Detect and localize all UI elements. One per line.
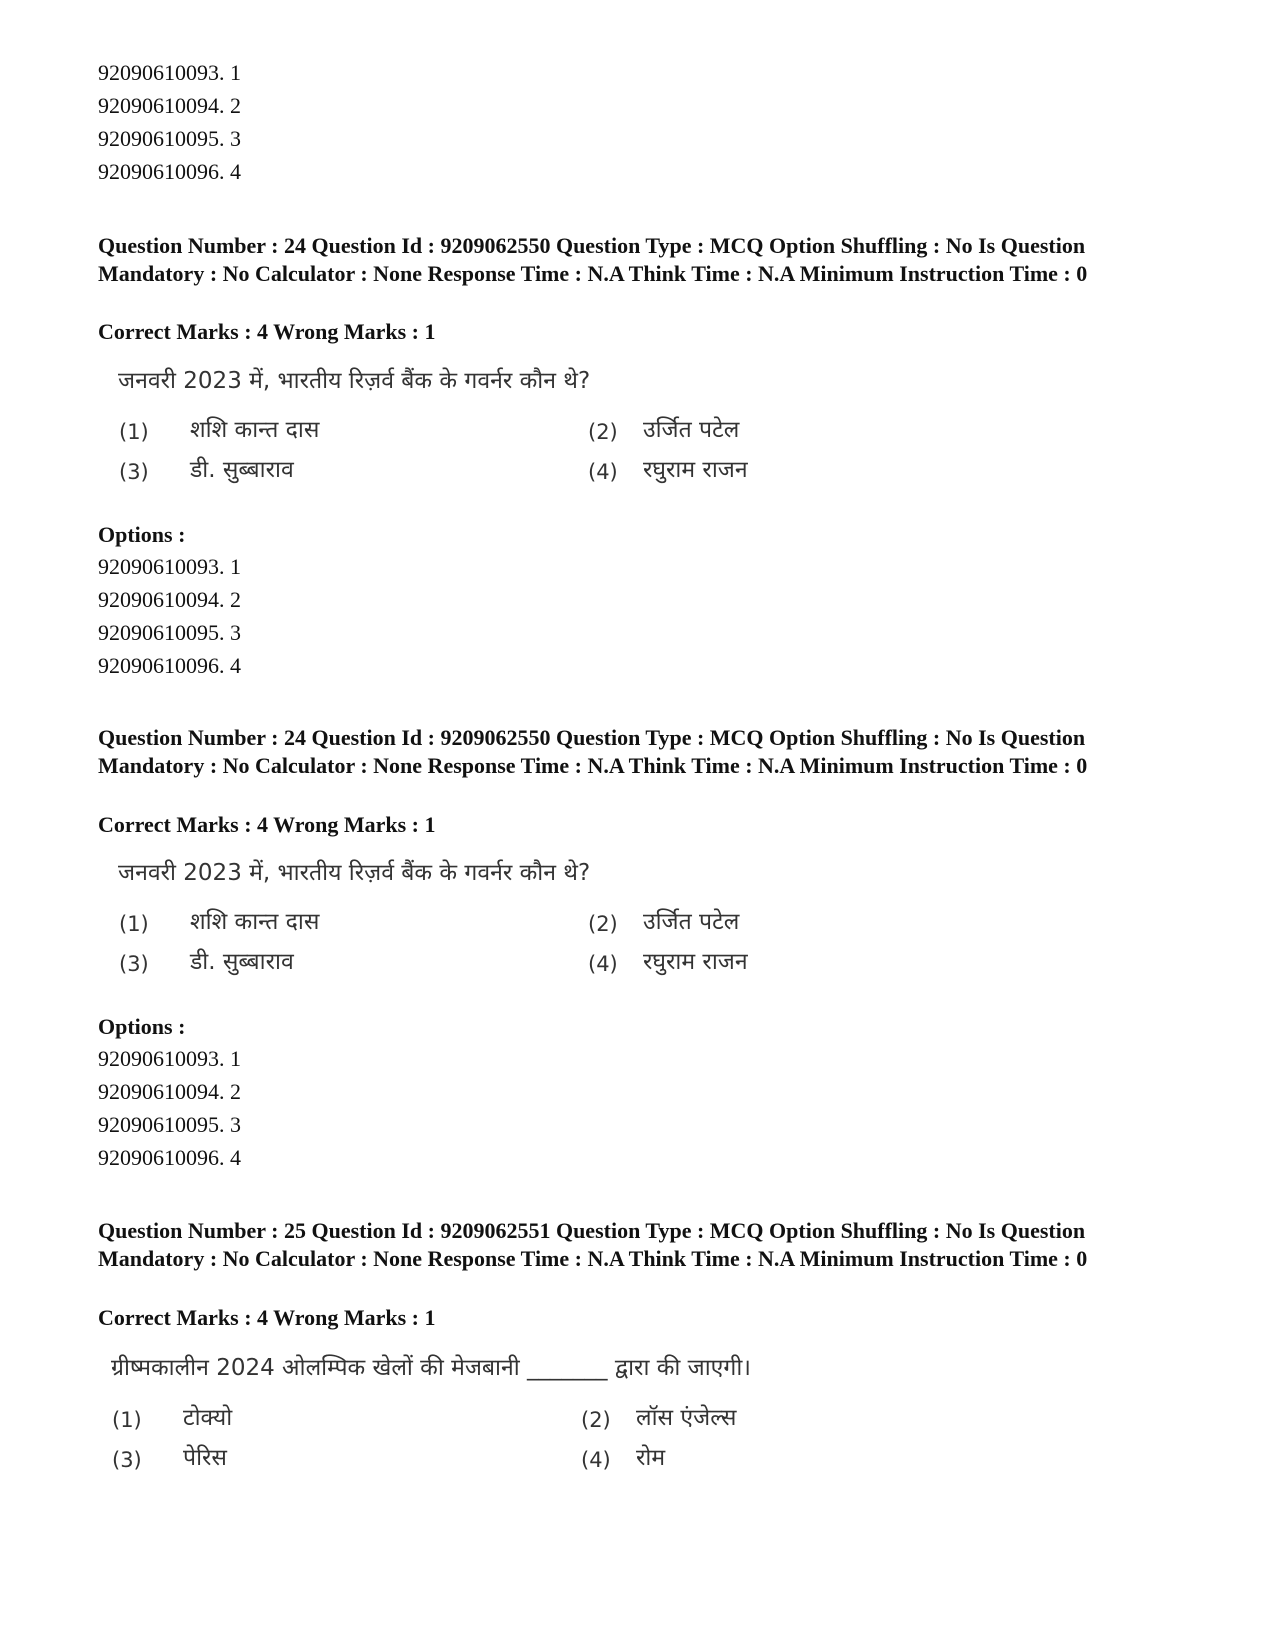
question-text: ग्रीष्मकालीन 2024 ओलम्पिक खेलों की मेजबानी _______ द्वारा की जाएगी। [111, 1355, 752, 1381]
choice-number: (2) [588, 420, 618, 444]
choice-text: रघुराम राजन [643, 949, 748, 975]
option-line: 92090610093. 1 [98, 60, 241, 85]
choice-text: उर्जित पटेल [643, 417, 740, 443]
choice-number: (2) [581, 1408, 611, 1432]
choice-number: (1) [112, 1408, 142, 1432]
question-header: Question Number : 25 Question Id : 9209062551 Question Type : MCQ Option Shuffling : No Is Question Mandatory : No Calculator : None Response Time : N.A Think Time : N.A Minimum Instruction Time : 0 [98, 1218, 1088, 1271]
choice-number: (4) [588, 952, 618, 976]
choice-text: रघुराम राजन [643, 457, 748, 483]
option-line: 92090610095. 3 [98, 1112, 241, 1137]
question-header: Question Number : 24 Question Id : 9209062550 Question Type : MCQ Option Shuffling : No Is Question Mandatory : No Calculator : None Response Time : N.A Think Time : N.A Minimum Instruction Time : 0 [98, 233, 1088, 286]
option-line: 92090610095. 3 [98, 126, 241, 151]
choice-number: (3) [119, 460, 149, 484]
choice-text: टोक्यो [183, 1405, 233, 1431]
options-label: Options : [98, 522, 186, 547]
option-line: 92090610093. 1 [98, 554, 241, 579]
option-line: 92090610094. 2 [98, 93, 241, 118]
question-text: जनवरी 2023 में, भारतीय रिज़र्व बैंक के गवर्नर कौन थे? [118, 860, 591, 886]
marks-line: Correct Marks : 4 Wrong Marks : 1 [98, 1305, 436, 1330]
choice-text: लॉस एंजेल्स [636, 1405, 737, 1431]
option-line: 92090610096. 4 [98, 159, 241, 184]
choice-text: शशि कान्त दास [190, 909, 320, 935]
option-line: 92090610096. 4 [98, 1145, 241, 1170]
option-line: 92090610093. 1 [98, 1046, 241, 1071]
choice-number: (1) [119, 912, 149, 936]
choice-number: (3) [119, 952, 149, 976]
option-line: 92090610094. 2 [98, 587, 241, 612]
choice-number: (1) [119, 420, 149, 444]
options-label: Options : [98, 1014, 186, 1039]
choice-number: (2) [588, 912, 618, 936]
choice-number: (4) [588, 460, 618, 484]
choice-text: शशि कान्त दास [190, 417, 320, 443]
choice-text: पेरिस [183, 1445, 227, 1471]
choice-number: (3) [112, 1448, 142, 1472]
choice-text: रोम [636, 1445, 666, 1471]
option-line: 92090610096. 4 [98, 653, 241, 678]
choice-number: (4) [581, 1448, 611, 1472]
marks-line: Correct Marks : 4 Wrong Marks : 1 [98, 319, 436, 344]
question-text: जनवरी 2023 में, भारतीय रिज़र्व बैंक के गवर्नर कौन थे? [118, 368, 591, 394]
option-line: 92090610095. 3 [98, 620, 241, 645]
choice-text: डी. सुब्बाराव [190, 949, 294, 975]
marks-line: Correct Marks : 4 Wrong Marks : 1 [98, 812, 436, 837]
choice-text: डी. सुब्बाराव [190, 457, 294, 483]
option-line: 92090610094. 2 [98, 1079, 241, 1104]
question-header: Question Number : 24 Question Id : 9209062550 Question Type : MCQ Option Shuffling : No Is Question Mandatory : No Calculator : None Response Time : N.A Think Time : N.A Minimum Instruction Time : 0 [98, 725, 1088, 778]
choice-text: उर्जित पटेल [643, 909, 740, 935]
